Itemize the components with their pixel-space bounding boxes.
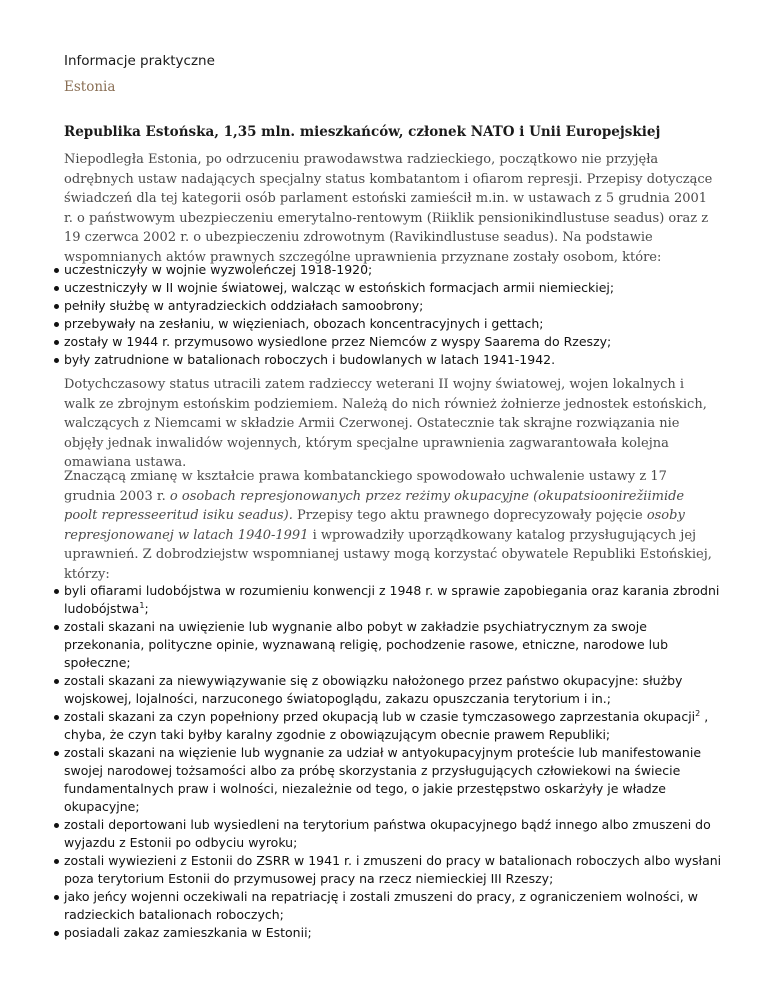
bullet-icon (54, 715, 59, 720)
bullet-icon (54, 358, 59, 363)
list-item: zostali skazani na więzienie lub wygnanie za udział w antyokupacyjnym proteście lub manifestowanie swojej narodowej tożsamości albo za próbę skorzystania z przysługujących człowiekowi na świecie fundamentalnych praw i wolności, niezależnie od tego, o jakie przestępstwo oskarżyły je władze okupacyjne; (64, 744, 724, 816)
list-item: byli ofiarami ludobójstwa w rozumieniu konwencji z 1948 r. w sprawie zapobiegania oraz karania zbrodni ludobójstwa$^1$; (64, 582, 724, 618)
bullet-icon (54, 286, 59, 291)
list-item: uczestniczyły w II wojnie światowej, walcząc w estońskich formacjach armii niemieckiej; (64, 279, 724, 297)
bullet-icon (54, 859, 59, 864)
section-label: Informacje praktyczne (64, 53, 215, 69)
bullet-icon (54, 625, 59, 630)
footnote-ref-1[interactable]: 1 (139, 600, 145, 610)
act-title: o osobach represjonowanych przez reżimy okupacyjne (okupatsioonirežiimide poolt represseeritud isiku seadus). (64, 488, 685, 523)
list-item: pełniły służbę w antyradzieckich oddziałach samoobrony; (64, 297, 724, 315)
list-item: przebywały na zesłaniu, w więzieniach, obozach koncentracyjnych i gettach; (64, 315, 724, 333)
footnote-ref-2[interactable]: 2 (695, 708, 701, 718)
bullet-icon (54, 823, 59, 828)
bullet-icon (54, 304, 59, 309)
list-item: zostali deportowani lub wysiedleni na terytorium państwa okupacyjnego bądź innego albo zmuszeni do wyjazdu z Estonii po odbyciu wyroku; (64, 816, 724, 852)
bullet-icon (54, 268, 59, 273)
bullet-icon (54, 895, 59, 900)
paragraph-intro: Niepodległa Estonia, po odrzuceniu prawodawstwa radzieckiego, początkowo nie przyjęła odrębnych ustaw nadających specjalny status kombatantom i ofiarom represji. Przepisy dotyczące świadczeń dla tej kategorii osób parlament estoński zamieścił m.in. w ustawach z 5 grudnia 2001 r. o państwowym ubezpieczeniu emerytalno-rentowym (Riiklik pensionikindlustuse seadus) oraz z 19 czerwca 2002 r. o ubezpieczeniu zdrowotnym (Ravikindlustuse seadus). Na podstawie wspomnianych aktów prawnych szczególne uprawnienia przyznane zostały osobom, które: (64, 152, 713, 265)
paragraph-status: Dotychczasowy status utracili zatem radzieccy weterani II wojny światowej, wojen lokalnych i walk ze zbrojnym estońskim podziemiem. Należą do nich również żołnierze jednostek estońskich, walczących z Niemcami w składzie Armii Czerwonej. Ostatecznie tak skrajne rozwiązania nie objęły jednak inwalidów wojennych, którym specjalne uprawnienia zagwarantowała kolejna omawiana ustawa. (64, 377, 707, 470)
list-item: posiadali zakaz zamieszkania w Estonii; (64, 924, 724, 942)
list-item: były zatrudnione w batalionach roboczych i budowlanych w latach 1941-1942. (64, 351, 724, 369)
bullet-icon (54, 679, 59, 684)
bullet-icon (54, 322, 59, 327)
list-item: zostali skazani za czyn popełniony przed okupacją lub w czasie tymczasowego zaprzestania okupacji$^2$ , chyba, że czyn taki byłby karalny zgodnie z obowiązującym obecnie prawem Republiki; (64, 708, 724, 744)
bullet-icon (54, 589, 59, 594)
article-headline: Republika Estońska, 1,35 mln. mieszkańców, członek NATO i Unii Europejskiej (64, 124, 661, 140)
list-item: zostali skazani za niewywiązywanie się z obowiązku nałożonego przez państwo okupacyjne: służby wojskowej, lojalności, narzuconego światopoglądu, zakazu opuszczania terytorium i in.; (64, 672, 724, 708)
bullet-icon (54, 931, 59, 936)
list-item: zostali wywiezieni z Estonii do ZSRR w 1941 r. i zmuszeni do pracy w batalionach roboczych albo wysłani poza terytorium Estonii do przymusowej pracy na rzecz niemieckiej III Rzeszy; (64, 852, 724, 888)
list-item: zostali skazani na uwięzienie lub wygnanie albo pobyt w zakładzie psychiatrycznym za swoje przekonania, polityczne opinie, wyznawaną religię, pochodzenie rasowe, etniczne, narodowe lub społeczne; (64, 618, 724, 672)
list-item: uczestniczyły w wojnie wyzwoleńczej 1918-1920; (64, 261, 724, 279)
country-heading: Estonia (64, 79, 116, 95)
paragraph-2003-act: Znaczącą zmianę w kształcie prawa kombatanckiego spowodowało uchwalenie ustawy z 17 grudnia 2003 r. o osobach represjonowanych przez reżimy okupacyjne (okupatsioonirežiimide poolt represseeritud isiku seadus). Przepisy tego aktu prawnego doprecyzowały pojęcie osoby represjonowanej w latach 1940-1991 i wprowadziły uporządkowany katalog przysługujących jej uprawnień. Z dobrodziejstw wspomnianej ustawy mogą korzystać obywatele Republiki Estońskiej, którzy: (64, 469, 712, 582)
bullet-icon (54, 751, 59, 756)
list-item: zostały w 1944 r. przymusowo wysiedlone przez Niemców z wyspy Saarema do Rzeszy; (64, 333, 724, 351)
eligible-citizens-list (64, 582, 724, 942)
list-item: jako jeńcy wojenni oczekiwali na repatriację i zostali zmuszeni do pracy, z ograniczeniem wolności, w radzieckich batalionach roboczych; (64, 888, 724, 924)
defined-term: osoby represjonowanej w latach 1940-1991 (64, 508, 685, 543)
entitled-persons-list (64, 261, 724, 369)
bullet-icon (54, 340, 59, 345)
